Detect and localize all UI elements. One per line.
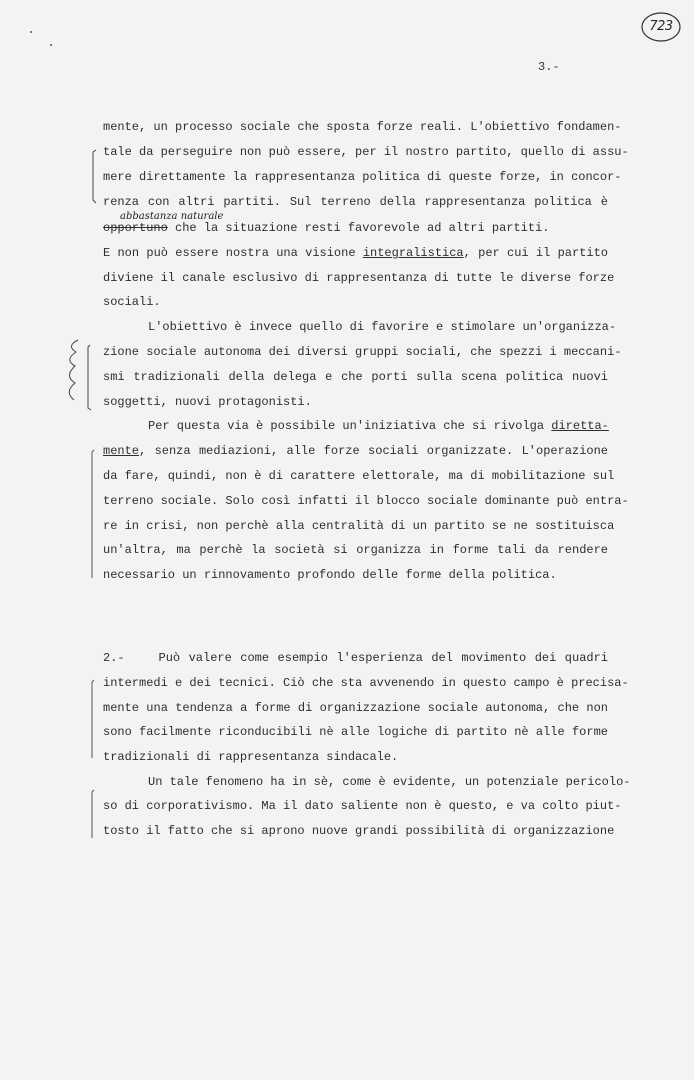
text-line: zione sociale autonoma dei diversi gruppi sociali, che spezzi i meccani- [103, 345, 622, 359]
archive-stamp-number: 723 [649, 19, 673, 34]
text-line: mente, senza mediazioni, alle forze sociali organizzate. L'operazione [103, 444, 608, 458]
text-line: tosto il fatto che si aprono nuove grandi possibilità di organizzazione [103, 824, 615, 838]
text-line: re in crisi, non perchè alla centralità di un partito se ne sostituisca [103, 519, 615, 533]
text-line: smi tradizionali della delega e che porti sulla scena politica nuovi [103, 370, 608, 384]
text-line: un'altra, ma perchè la società si organizza in forme tali da rendere [103, 543, 608, 557]
text-line: L'obiettivo è invece quello di favorire e stimolare un'organizza- [148, 320, 617, 334]
text-line: tale da perseguire non può essere, per il nostro partito, quello di assu- [103, 145, 629, 159]
text-line: Un tale fenomeno ha in sè, come è evidente, un potenziale pericolo- [148, 775, 631, 789]
text-line: intermedi e dei tecnici. Ciò che sta avvenendo in questo campo è precisa- [103, 676, 629, 690]
underlined-word: integralistica [362, 246, 464, 260]
text-line: diviene il canale esclusivo di rappresentanza di tutte le diverse forze [103, 271, 615, 285]
text-line: mente una tendenza a forme di organizzazione sociale autonoma, che non [103, 701, 608, 715]
text-line: da fare, quindi, non è di carattere elettorale, ma di mobilitazione sul [103, 469, 615, 483]
underlined-word: mente [103, 444, 140, 458]
text-line: mere direttamente la rappresentanza politica di queste forze, in concor- [103, 170, 622, 184]
text-line: sono facilmente riconducibili nè alle logiche di partito nè alle forme [103, 725, 608, 739]
text-line: Per questa via è possibile un'iniziativa che si rivolga diretta- [148, 419, 609, 433]
text-line: tradizionali di rappresentanza sindacale. [103, 750, 399, 764]
text-line: sociali. [103, 295, 161, 309]
text-line: necessario un rinnovamento profondo delle forme della politica. [103, 568, 557, 582]
text-line: mente, un processo sociale che sposta forze reali. L'obiettivo fondamen- [103, 120, 622, 134]
text-line: terreno sociale. Solo così infatti il blocco sociale dominante può entra- [103, 494, 629, 508]
text-line: opportuno che la situazione resti favorevole ad altri partiti. [103, 221, 550, 235]
text-line: E non può essere nostra una visione integralistica, per cui il partito [103, 246, 608, 260]
underlined-word: diretta- [551, 419, 609, 433]
struck-word: opportuno [103, 221, 168, 235]
text-line: renza con altri partiti. Sul terreno della rappresentanza politica è [103, 195, 608, 209]
text-line: so di corporativismo. Ma il dato saliente non è questo, e va colto piut- [103, 799, 622, 813]
text-line: soggetti, nuovi protagonisti. [103, 395, 312, 409]
page-number: 3.- [538, 60, 560, 74]
handwritten-insert: abbastanza naturale [120, 211, 224, 222]
section-heading-line: 2.- Può valere come esempio l'esperienza del movimento dei quadri [103, 651, 608, 665]
